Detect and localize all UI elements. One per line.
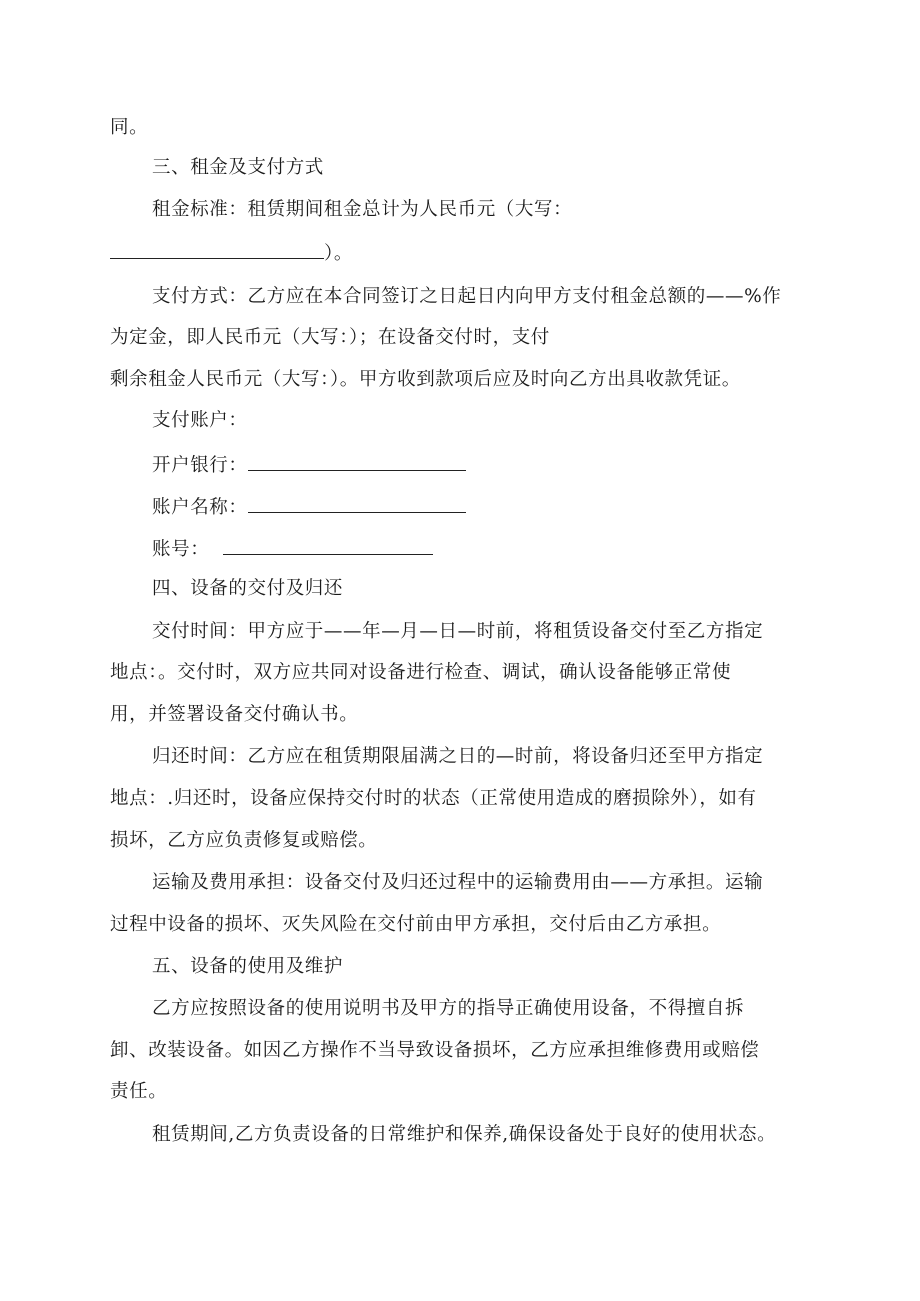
text-line: 为定金，即人民币元（大写：）；在设备交付时，支付 bbox=[110, 327, 550, 348]
text-line: 乙方应按照设备的使用说明书及甲方的指导正确使用设备，不得擅自拆 bbox=[152, 998, 745, 1019]
field-label-bank: 开户银行： bbox=[152, 455, 248, 476]
text-line: 损坏，乙方应负责修复或赔偿。 bbox=[110, 830, 378, 851]
text-line: 地点：。交付时，双方应共同对设备进行检查、调试，确认设备能够正常使 bbox=[110, 662, 732, 683]
blank-underline bbox=[248, 452, 466, 471]
text-line: 归还时间：乙方应在租赁期限届满之日的—时前，将设备归还至甲方指定 bbox=[152, 746, 764, 767]
text-line: 地点：.归还时，设备应保持交付时的状态（正常使用造成的磨损除外），如有 bbox=[110, 788, 757, 809]
text-line bbox=[152, 452, 466, 478]
text-line: 责任。 bbox=[110, 1081, 168, 1102]
text-line: 交付时间：甲方应于——年—月—日—时前，将租赁设备交付至乙方指定 bbox=[152, 621, 764, 642]
blank-underline bbox=[248, 494, 466, 513]
field-label-account-number: 账号： bbox=[152, 539, 210, 560]
section-heading-rent: 三、租金及支付方式 bbox=[152, 157, 324, 178]
text-fragment: ）。 bbox=[324, 243, 353, 264]
text-line: 过程中设备的损坏、灭失风险在交付前由甲方承担，交付后由乙方承担。 bbox=[110, 914, 722, 935]
blank-underline bbox=[223, 536, 433, 555]
text-line: 用，并签署设备交付确认书。 bbox=[110, 704, 359, 725]
text-line: 卸、改装设备。如因乙方操作不当导致设备损坏，乙方应承担维修费用或赔偿 bbox=[110, 1040, 760, 1061]
text-line: 支付方式：乙方应在本合同签订之日起日内向甲方支付租金总额的——%作 bbox=[152, 286, 782, 307]
text-line bbox=[152, 536, 433, 562]
text-line bbox=[110, 240, 353, 266]
field-label-account-name: 账户名称： bbox=[152, 497, 248, 518]
text-line: 支付账户： bbox=[152, 410, 248, 431]
text-line: 剩余租金人民币元（大写：）。甲方收到款项后应及时向乙方出具收款凭证。 bbox=[110, 369, 741, 390]
text-line: 租金标准：租赁期间租金总计为人民币元（大写： bbox=[152, 199, 573, 220]
blank-underline bbox=[110, 240, 324, 259]
section-heading-delivery: 四、设备的交付及归还 bbox=[152, 578, 344, 599]
section-heading-usage: 五、设备的使用及维护 bbox=[152, 956, 344, 977]
text-line: 租赁期间,乙方负责设备的日常维护和保养,确保设备处于良好的使用状态。 bbox=[152, 1124, 777, 1145]
text-line: 运输及费用承担：设备交付及归还过程中的运输费用由——方承担。运输 bbox=[152, 872, 764, 893]
text-line bbox=[152, 494, 466, 520]
text-line: 同。 bbox=[110, 117, 149, 138]
